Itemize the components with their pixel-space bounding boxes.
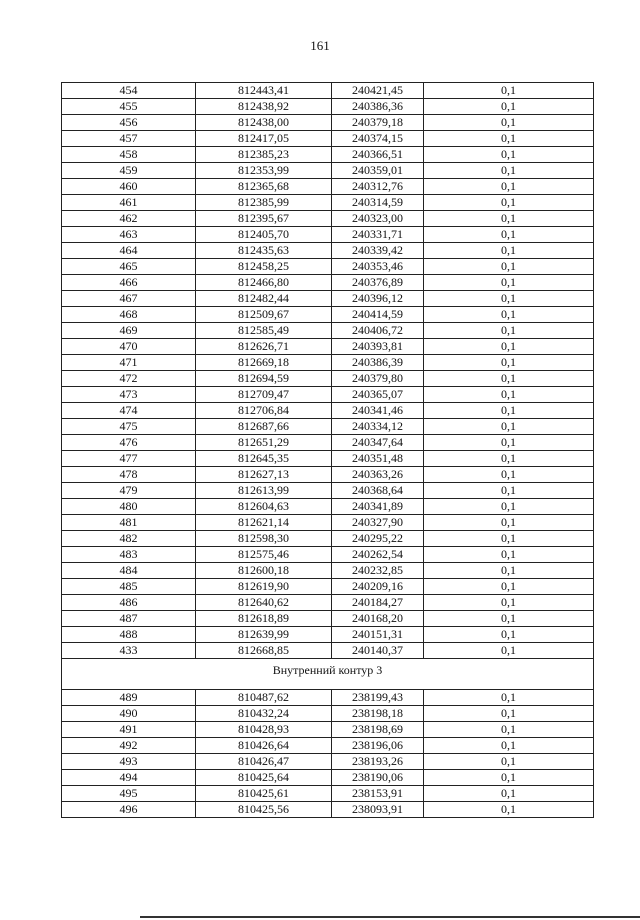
point-number-cell: 491 — [62, 722, 196, 738]
table-row — [62, 163, 594, 179]
x-coordinate-cell: 812458,25 — [196, 259, 332, 275]
x-coordinate-cell: 812466,80 — [196, 275, 332, 291]
point-number-cell: 473 — [62, 387, 196, 403]
table-row — [62, 595, 594, 611]
point-number-cell: 433 — [62, 643, 196, 659]
x-coordinate-cell: 812640,62 — [196, 595, 332, 611]
table-row — [62, 419, 594, 435]
x-coordinate-cell: 812435,63 — [196, 243, 332, 259]
accuracy-cell: 0,1 — [424, 419, 594, 435]
x-coordinate-cell: 812438,00 — [196, 115, 332, 131]
table-row — [62, 355, 594, 371]
point-number-cell: 492 — [62, 738, 196, 754]
table-row — [62, 291, 594, 307]
y-coordinate-cell: 240393,81 — [332, 339, 424, 355]
table-row — [62, 83, 594, 99]
x-coordinate-cell: 812687,66 — [196, 419, 332, 435]
x-coordinate-cell: 812627,13 — [196, 467, 332, 483]
accuracy-cell: 0,1 — [424, 291, 594, 307]
y-coordinate-cell: 240421,45 — [332, 83, 424, 99]
table-row — [62, 579, 594, 595]
y-coordinate-cell: 240359,01 — [332, 163, 424, 179]
table-body-contour-3 — [62, 690, 594, 818]
y-coordinate-cell: 238196,06 — [332, 738, 424, 754]
y-coordinate-cell: 240327,90 — [332, 515, 424, 531]
y-coordinate-cell: 240140,37 — [332, 643, 424, 659]
accuracy-cell: 0,1 — [424, 595, 594, 611]
point-number-cell: 457 — [62, 131, 196, 147]
accuracy-cell: 0,1 — [424, 483, 594, 499]
table-row — [62, 627, 594, 643]
y-coordinate-cell: 240379,80 — [332, 371, 424, 387]
table-row — [62, 451, 594, 467]
y-coordinate-cell: 240184,27 — [332, 595, 424, 611]
table-row — [62, 275, 594, 291]
y-coordinate-cell: 238093,91 — [332, 802, 424, 818]
table-row — [62, 547, 594, 563]
x-coordinate-cell: 812626,71 — [196, 339, 332, 355]
accuracy-cell: 0,1 — [424, 770, 594, 786]
accuracy-cell: 0,1 — [424, 802, 594, 818]
x-coordinate-cell: 812604,63 — [196, 499, 332, 515]
accuracy-cell: 0,1 — [424, 435, 594, 451]
point-number-cell: 460 — [62, 179, 196, 195]
accuracy-cell: 0,1 — [424, 115, 594, 131]
accuracy-cell: 0,1 — [424, 467, 594, 483]
x-coordinate-cell: 810426,64 — [196, 738, 332, 754]
y-coordinate-cell: 238190,06 — [332, 770, 424, 786]
section-title: Внутренний контур 3 — [62, 659, 594, 690]
point-number-cell: 487 — [62, 611, 196, 627]
table-row — [62, 323, 594, 339]
x-coordinate-cell: 812694,59 — [196, 371, 332, 387]
page-number: 161 — [310, 38, 330, 53]
point-number-cell: 464 — [62, 243, 196, 259]
point-number-cell: 471 — [62, 355, 196, 371]
table-row — [62, 403, 594, 419]
accuracy-cell: 0,1 — [424, 275, 594, 291]
y-coordinate-cell: 240374,15 — [332, 131, 424, 147]
accuracy-cell: 0,1 — [424, 147, 594, 163]
y-coordinate-cell: 240331,71 — [332, 227, 424, 243]
accuracy-cell: 0,1 — [424, 547, 594, 563]
x-coordinate-cell: 812621,14 — [196, 515, 332, 531]
point-number-cell: 488 — [62, 627, 196, 643]
x-coordinate-cell: 812645,35 — [196, 451, 332, 467]
y-coordinate-cell: 240341,89 — [332, 499, 424, 515]
table-row — [62, 706, 594, 722]
point-number-cell: 481 — [62, 515, 196, 531]
table-row — [62, 531, 594, 547]
x-coordinate-cell: 812395,67 — [196, 211, 332, 227]
accuracy-cell: 0,1 — [424, 722, 594, 738]
accuracy-cell: 0,1 — [424, 531, 594, 547]
point-number-cell: 496 — [62, 802, 196, 818]
table-section-header — [62, 659, 594, 690]
table-row — [62, 371, 594, 387]
point-number-cell: 479 — [62, 483, 196, 499]
y-coordinate-cell: 240414,59 — [332, 307, 424, 323]
point-number-cell: 465 — [62, 259, 196, 275]
coordinates-table — [61, 82, 594, 818]
point-number-cell: 494 — [62, 770, 196, 786]
accuracy-cell: 0,1 — [424, 179, 594, 195]
table-row — [62, 435, 594, 451]
accuracy-cell: 0,1 — [424, 563, 594, 579]
y-coordinate-cell: 240365,07 — [332, 387, 424, 403]
x-coordinate-cell: 812639,99 — [196, 627, 332, 643]
table-row — [62, 754, 594, 770]
table-row — [62, 643, 594, 659]
y-coordinate-cell: 240386,36 — [332, 99, 424, 115]
x-coordinate-cell: 812706,84 — [196, 403, 332, 419]
table-row — [62, 307, 594, 323]
y-coordinate-cell: 240151,31 — [332, 627, 424, 643]
point-number-cell: 478 — [62, 467, 196, 483]
table-row — [62, 339, 594, 355]
accuracy-cell: 0,1 — [424, 131, 594, 147]
accuracy-cell: 0,1 — [424, 83, 594, 99]
point-number-cell: 456 — [62, 115, 196, 131]
point-number-cell: 489 — [62, 690, 196, 706]
y-coordinate-cell: 240323,00 — [332, 211, 424, 227]
x-coordinate-cell: 810487,62 — [196, 690, 332, 706]
x-coordinate-cell: 812443,41 — [196, 83, 332, 99]
point-number-cell: 493 — [62, 754, 196, 770]
point-number-cell: 469 — [62, 323, 196, 339]
y-coordinate-cell: 238153,91 — [332, 786, 424, 802]
y-coordinate-cell: 240353,46 — [332, 259, 424, 275]
accuracy-cell: 0,1 — [424, 627, 594, 643]
y-coordinate-cell: 240168,20 — [332, 611, 424, 627]
y-coordinate-cell: 238199,43 — [332, 690, 424, 706]
point-number-cell: 482 — [62, 531, 196, 547]
x-coordinate-cell: 810432,24 — [196, 706, 332, 722]
x-coordinate-cell: 810425,64 — [196, 770, 332, 786]
table-row — [62, 467, 594, 483]
y-coordinate-cell: 238198,69 — [332, 722, 424, 738]
table-row — [62, 115, 594, 131]
y-coordinate-cell: 240314,59 — [332, 195, 424, 211]
y-coordinate-cell: 240232,85 — [332, 563, 424, 579]
accuracy-cell: 0,1 — [424, 339, 594, 355]
accuracy-cell: 0,1 — [424, 259, 594, 275]
y-coordinate-cell: 240312,76 — [332, 179, 424, 195]
y-coordinate-cell: 240347,64 — [332, 435, 424, 451]
x-coordinate-cell: 812618,89 — [196, 611, 332, 627]
table-body-main — [62, 83, 594, 659]
y-coordinate-cell: 240334,12 — [332, 419, 424, 435]
x-coordinate-cell: 812365,68 — [196, 179, 332, 195]
section-header-row — [62, 659, 594, 690]
table-row — [62, 227, 594, 243]
x-coordinate-cell: 812438,92 — [196, 99, 332, 115]
x-coordinate-cell: 810428,93 — [196, 722, 332, 738]
table-row — [62, 738, 594, 754]
accuracy-cell: 0,1 — [424, 579, 594, 595]
table-row — [62, 195, 594, 211]
y-coordinate-cell: 240339,42 — [332, 243, 424, 259]
point-number-cell: 472 — [62, 371, 196, 387]
table-row — [62, 786, 594, 802]
table-row — [62, 722, 594, 738]
point-number-cell: 461 — [62, 195, 196, 211]
point-number-cell: 454 — [62, 83, 196, 99]
x-coordinate-cell: 812417,05 — [196, 131, 332, 147]
table-row — [62, 99, 594, 115]
accuracy-cell: 0,1 — [424, 307, 594, 323]
point-number-cell: 466 — [62, 275, 196, 291]
table-row — [62, 179, 594, 195]
x-coordinate-cell: 812600,18 — [196, 563, 332, 579]
bottom-scan-line — [140, 916, 640, 918]
point-number-cell: 495 — [62, 786, 196, 802]
y-coordinate-cell: 240406,72 — [332, 323, 424, 339]
table-row — [62, 611, 594, 627]
table-row — [62, 243, 594, 259]
accuracy-cell: 0,1 — [424, 499, 594, 515]
point-number-cell: 486 — [62, 595, 196, 611]
table-row — [62, 147, 594, 163]
y-coordinate-cell: 240341,46 — [332, 403, 424, 419]
point-number-cell: 485 — [62, 579, 196, 595]
x-coordinate-cell: 810426,47 — [196, 754, 332, 770]
y-coordinate-cell: 238198,18 — [332, 706, 424, 722]
x-coordinate-cell: 812651,29 — [196, 435, 332, 451]
y-coordinate-cell: 240366,51 — [332, 147, 424, 163]
x-coordinate-cell: 812385,99 — [196, 195, 332, 211]
table-row — [62, 211, 594, 227]
accuracy-cell: 0,1 — [424, 451, 594, 467]
table-row — [62, 259, 594, 275]
y-coordinate-cell: 240376,89 — [332, 275, 424, 291]
point-number-cell: 459 — [62, 163, 196, 179]
x-coordinate-cell: 812509,67 — [196, 307, 332, 323]
y-coordinate-cell: 240396,12 — [332, 291, 424, 307]
point-number-cell: 484 — [62, 563, 196, 579]
accuracy-cell: 0,1 — [424, 243, 594, 259]
y-coordinate-cell: 240262,54 — [332, 547, 424, 563]
x-coordinate-cell: 812669,18 — [196, 355, 332, 371]
table-row — [62, 690, 594, 706]
y-coordinate-cell: 240351,48 — [332, 451, 424, 467]
accuracy-cell: 0,1 — [424, 403, 594, 419]
accuracy-cell: 0,1 — [424, 211, 594, 227]
accuracy-cell: 0,1 — [424, 371, 594, 387]
accuracy-cell: 0,1 — [424, 195, 594, 211]
x-coordinate-cell: 812668,85 — [196, 643, 332, 659]
x-coordinate-cell: 810425,56 — [196, 802, 332, 818]
y-coordinate-cell: 240295,22 — [332, 531, 424, 547]
accuracy-cell: 0,1 — [424, 706, 594, 722]
accuracy-cell: 0,1 — [424, 515, 594, 531]
accuracy-cell: 0,1 — [424, 754, 594, 770]
x-coordinate-cell: 812353,99 — [196, 163, 332, 179]
point-number-cell: 462 — [62, 211, 196, 227]
y-coordinate-cell: 240386,39 — [332, 355, 424, 371]
point-number-cell: 467 — [62, 291, 196, 307]
accuracy-cell: 0,1 — [424, 611, 594, 627]
y-coordinate-cell: 240209,16 — [332, 579, 424, 595]
x-coordinate-cell: 810425,61 — [196, 786, 332, 802]
point-number-cell: 490 — [62, 706, 196, 722]
point-number-cell: 470 — [62, 339, 196, 355]
accuracy-cell: 0,1 — [424, 323, 594, 339]
point-number-cell: 474 — [62, 403, 196, 419]
table-row — [62, 563, 594, 579]
x-coordinate-cell: 812613,99 — [196, 483, 332, 499]
accuracy-cell: 0,1 — [424, 786, 594, 802]
x-coordinate-cell: 812385,23 — [196, 147, 332, 163]
accuracy-cell: 0,1 — [424, 99, 594, 115]
x-coordinate-cell: 812585,49 — [196, 323, 332, 339]
accuracy-cell: 0,1 — [424, 738, 594, 754]
point-number-cell: 455 — [62, 99, 196, 115]
x-coordinate-cell: 812482,44 — [196, 291, 332, 307]
point-number-cell: 463 — [62, 227, 196, 243]
point-number-cell: 480 — [62, 499, 196, 515]
accuracy-cell: 0,1 — [424, 387, 594, 403]
accuracy-cell: 0,1 — [424, 643, 594, 659]
table-row — [62, 387, 594, 403]
y-coordinate-cell: 238193,26 — [332, 754, 424, 770]
point-number-cell: 476 — [62, 435, 196, 451]
y-coordinate-cell: 240379,18 — [332, 115, 424, 131]
table-row — [62, 770, 594, 786]
x-coordinate-cell: 812575,46 — [196, 547, 332, 563]
table-row — [62, 802, 594, 818]
table-row — [62, 483, 594, 499]
x-coordinate-cell: 812598,30 — [196, 531, 332, 547]
accuracy-cell: 0,1 — [424, 227, 594, 243]
table-row — [62, 515, 594, 531]
x-coordinate-cell: 812405,70 — [196, 227, 332, 243]
point-number-cell: 483 — [62, 547, 196, 563]
point-number-cell: 477 — [62, 451, 196, 467]
point-number-cell: 458 — [62, 147, 196, 163]
x-coordinate-cell: 812709,47 — [196, 387, 332, 403]
table-row — [62, 499, 594, 515]
table-row — [62, 131, 594, 147]
point-number-cell: 468 — [62, 307, 196, 323]
x-coordinate-cell: 812619,90 — [196, 579, 332, 595]
accuracy-cell: 0,1 — [424, 690, 594, 706]
accuracy-cell: 0,1 — [424, 355, 594, 371]
y-coordinate-cell: 240363,26 — [332, 467, 424, 483]
y-coordinate-cell: 240368,64 — [332, 483, 424, 499]
accuracy-cell: 0,1 — [424, 163, 594, 179]
point-number-cell: 475 — [62, 419, 196, 435]
